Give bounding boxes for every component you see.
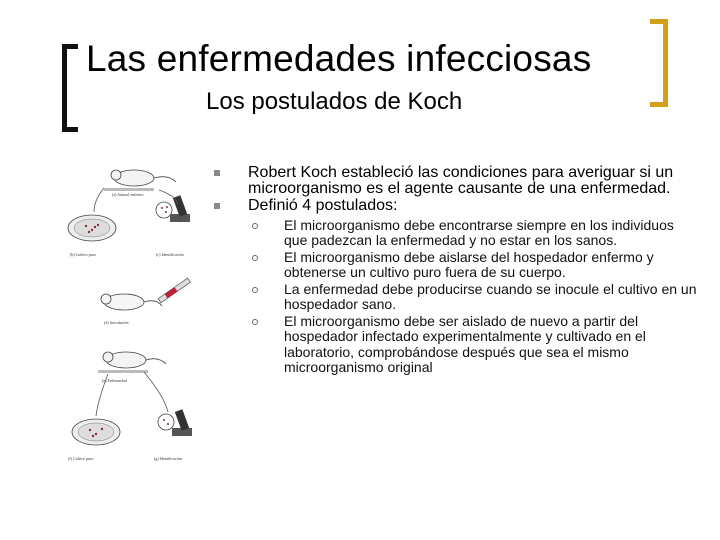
postulates-list [248, 218, 698, 376]
svg-text:(f) Cultivo puro: (f) Cultivo puro [68, 456, 94, 461]
content-bullets [212, 165, 698, 376]
slide-subtitle: Los postulados de Koch [206, 88, 463, 115]
svg-text:(e) Enfermedad: (e) Enfermedad [102, 378, 127, 383]
postulate-text: La enfermedad debe producirse cuando se inocule el cultivo en un hospedador sano. [284, 280, 697, 312]
svg-text:(c) Identificación: (c) Identificación [156, 252, 184, 257]
bullet-text: Robert Koch estableció las condiciones para averiguar si un microorganismo es el agente causante de una enfermedad. [248, 164, 674, 197]
postulate-text: El microorganismo debe ser aislado de nuevo a partir del hospedador infectado experimentalmente y cultivado en el laboratorio, comprobándose después que sea el mismo microorganismo original [284, 312, 646, 375]
ring-bullet-icon [252, 223, 258, 229]
koch-postulates-illustration [64, 160, 206, 480]
ring-bullet-icon [252, 255, 258, 261]
second-petri-dish-illustration [72, 419, 120, 445]
postulate-item [248, 314, 698, 376]
svg-text:(d) Inoculación: (d) Inoculación [104, 320, 129, 325]
postulate-text: El microorganismo debe aislarse del hospedador enfermo y obtenerse un cultivo puro fuera de su cuerpo. [284, 248, 654, 280]
svg-text:(g) Identificación: (g) Identificación [154, 456, 182, 461]
postulate-text: El microorganismo debe encontrarse siempre en los individuos que padezcan la enfermedad y no estar en los sanos. [284, 216, 674, 248]
ring-bullet-icon [252, 287, 258, 293]
bullet-text: Definió 4 postulados: [248, 197, 398, 214]
postulate-item [248, 282, 698, 313]
svg-text:(a) Animal enfermo: (a) Animal enfermo [112, 192, 144, 197]
ring-bullet-icon [252, 319, 258, 325]
square-bullet-icon [214, 170, 220, 176]
microscope-illustration [156, 195, 190, 222]
left-bracket-decoration [62, 44, 78, 132]
slide-title: Las enfermedades infecciosas [86, 38, 592, 79]
postulate-item [248, 250, 698, 281]
postulate-item [248, 218, 698, 249]
square-bullet-icon [214, 203, 220, 209]
svg-text:(b) Cultivo puro: (b) Cultivo puro [70, 252, 96, 257]
sick-mouse-illustration [104, 170, 176, 191]
infected-mouse-illustration [98, 352, 166, 373]
bullet-item [212, 198, 698, 376]
syringe-illustration [158, 278, 190, 303]
petri-dish-illustration [68, 215, 116, 241]
second-microscope-illustration [158, 409, 192, 436]
healthy-mouse-illustration [101, 294, 162, 310]
bullet-item [212, 165, 698, 196]
right-bracket-decoration [650, 19, 668, 107]
